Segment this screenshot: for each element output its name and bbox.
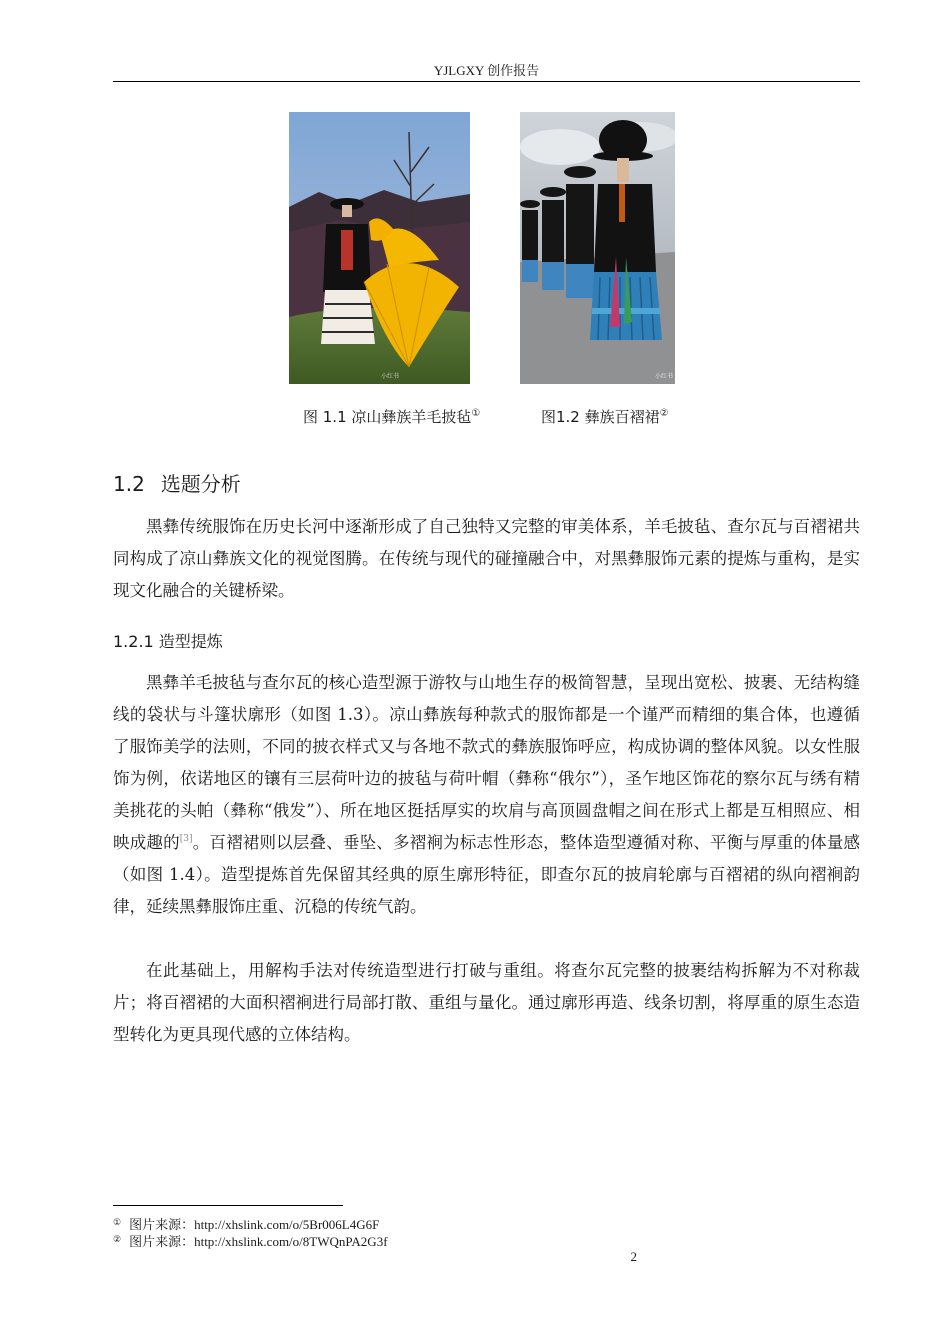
paragraph-text-after-citation: 。百褶裙则以层叠、垂坠、多褶裥为标志性形态，整体造型遵循对称、平衡与厚重的体量感（如图 1.4）。造型提炼首先保留其经典的原生廓形特征，即查尔瓦的披肩轮廓与百褶裙的纵向褶裥韵律，延续黑彝服饰庄重、沉稳的传统气韵。: [113, 833, 860, 916]
subsection-heading: 1.2.1 造型提炼: [113, 632, 223, 651]
footnote-2-mark: ②: [113, 1234, 122, 1244]
figure-yi-wool-cape-photo: [289, 112, 470, 384]
section-heading: [113, 470, 241, 498]
figure-1-2-caption-text: 图1.2 彝族百褶裙: [541, 408, 660, 426]
footnote-2-text[interactable]: 图片来源：http://xhslink.com/o/8TWQnPA2G3f: [129, 1234, 388, 1249]
svg-text:小红书: 小红书: [381, 373, 400, 380]
shape-extraction-paragraph: [113, 667, 860, 923]
figure-yi-pleated-skirt-photo: [520, 112, 675, 384]
figure-1-1-caption-text: 图 1.1 凉山彝族羊毛披毡: [303, 408, 472, 426]
figure-1-2-footnote-mark[interactable]: ②: [659, 408, 669, 419]
paragraph-text-before-citation: 黑彝羊毛披毡与查尔瓦的核心造型源于游牧与山地生存的极简智慧，呈现出宽松、披裹、无结构缝线的袋状与斗篷状廓形（如图 1.3）。凉山彝族每种款式的服饰都是一个谨严而精细的集合体，也遵循了服饰美学的法则，不同的披衣样式又与各地不款式的彝族服饰呼应，构成协调的整体风貌。以女性服饰为例，依诺地区的镶有三层荷叶边的披毡与荷叶帽（彝称“俄尔”），圣乍地区饰花的察尔瓦与绣有精美挑花的头帕（彝称“俄发”）、所在地区挺括厚实的坎肩与高顶圆盘帽之间在形式上都是互相照应、相映成趣的: [113, 673, 860, 852]
running-header: YJLGXY 创作报告: [433, 63, 540, 78]
footnote-separator: [113, 1205, 343, 1206]
figure-1-2-caption: [541, 405, 669, 429]
section-title: 选题分析: [160, 472, 241, 496]
figure-1-1-caption: [303, 405, 480, 429]
figure-1-1-footnote-mark[interactable]: ①: [471, 408, 481, 419]
footnote-1-mark: ①: [113, 1217, 122, 1227]
footnote-1-text[interactable]: 图片来源：http://xhslink.com/o/5Br006L4G6F: [129, 1217, 380, 1232]
svg-text:小红书: 小红书: [655, 373, 674, 380]
page-number: 2: [630, 1249, 637, 1264]
section-number: 1.2: [113, 472, 145, 496]
header-rule: [113, 81, 860, 82]
footnote-2: [113, 1231, 388, 1248]
citation-reference-3[interactable]: [3]: [179, 834, 193, 844]
footnote-1: [113, 1214, 379, 1231]
intro-paragraph: 黑彝传统服饰在历史长河中逐渐形成了自己独特又完整的审美体系，羊毛披毡、查尔瓦与百褶裙共同构成了凉山彝族文化的视觉图腾。在传统与现代的碰撞融合中，对黑彝服饰元素的提炼与重构，是实现文化融合的关键桥梁。: [113, 517, 860, 600]
deconstruction-paragraph: 在此基础上，用解构手法对传统造型进行打破与重组。将查尔瓦完整的披裹结构拆解为不对称裁片；将百褶裙的大面积褶裥进行局部打散、重组与量化。通过廓形再造、线条切割，将厚重的原生态造型转化为更具现代感的立体结构。: [113, 961, 860, 1044]
